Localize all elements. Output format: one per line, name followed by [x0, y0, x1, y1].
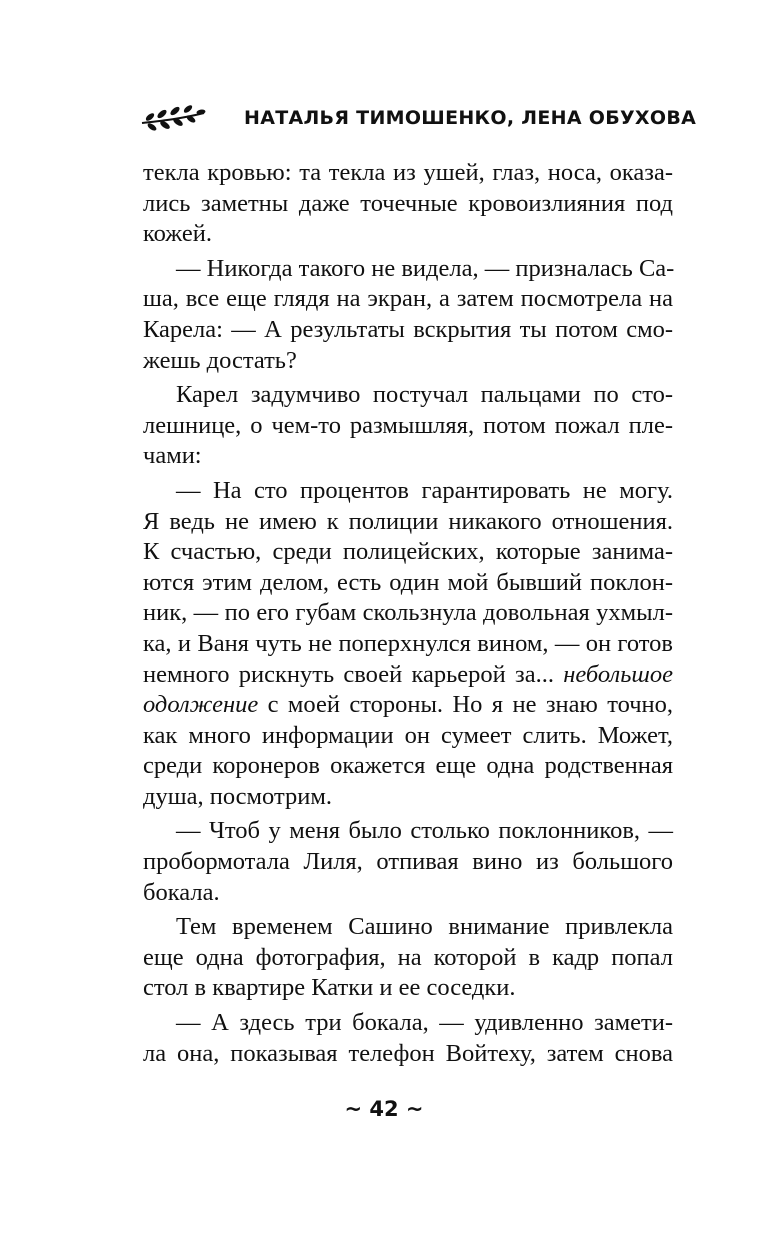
text-line — [143, 158, 673, 189]
running-title: НАТАЛЬЯ ТИМОШЕНКО, ЛЕНА ОБУХОВА — [244, 107, 697, 129]
paragraph — [143, 254, 673, 376]
text-line — [143, 537, 673, 568]
text-run: бокала. — [143, 878, 220, 906]
page-number: ~ 42 ~ — [344, 1097, 424, 1121]
text-run: — Чтоб у меня было столько поклонников, — — [176, 817, 673, 845]
text-run: текла кровью: та текла из ушей, глаз, носа, оказа- — [143, 159, 673, 186]
text-run: чами: — [143, 442, 202, 470]
text-line — [143, 568, 673, 599]
text-run: ша, все еще глядя на экран, а затем посмотрела на — [143, 285, 673, 313]
text-line — [143, 847, 673, 878]
text-run: — На сто процентов гарантировать не могу. — [176, 476, 673, 504]
text-run: ла она, показывая телефон Войтеху, затем снова — [143, 1039, 673, 1067]
text-line — [143, 943, 673, 974]
text-run: — Никогда такого не видела, — призналась Са- — [176, 254, 675, 282]
paragraph — [143, 380, 673, 472]
text-line — [143, 346, 673, 377]
text-run: ются этим делом, есть один мой бывший поклон- — [143, 568, 673, 596]
running-header — [140, 100, 697, 136]
text-line — [143, 441, 673, 472]
text-line — [143, 507, 673, 538]
text-run: ка, и Ваня чуть не поперхнулся вином, — он готов — [143, 629, 673, 657]
body-text — [143, 158, 673, 1069]
text-run: Тем временем Сашино внимание привлекла — [176, 913, 673, 941]
text-line — [143, 411, 673, 442]
text-run: с моей стороны. Но я не знаю точно, — [258, 691, 673, 719]
text-run: ник, — по его губам скользнула довольная ухмыл- — [143, 599, 673, 627]
text-line — [143, 816, 673, 847]
text-line — [143, 973, 673, 1004]
paragraph — [143, 158, 673, 250]
text-line — [143, 782, 673, 813]
text-run: пробормотала Лиля, отпивая вино из большого — [143, 848, 673, 876]
text-line — [143, 629, 673, 660]
text-line — [143, 878, 673, 909]
text-run: душа, посмотрим. — [143, 782, 332, 810]
text-line — [143, 254, 673, 285]
text-line — [143, 284, 673, 315]
text-line — [143, 1039, 673, 1070]
text-run: как много информации он сумеет слить. Может, — [143, 721, 673, 749]
text-run: стол в квартире Катки и ее соседки. — [143, 974, 516, 1002]
text-line — [143, 380, 673, 411]
text-line — [143, 690, 673, 721]
text-line — [143, 189, 673, 220]
text-run: жешь достать? — [143, 346, 297, 374]
emphasis-text: небольшое — [563, 660, 673, 688]
text-line — [143, 598, 673, 629]
leaf-branch-icon — [140, 103, 206, 133]
text-run: Я ведь не имею к полиции никакого отношения. — [143, 507, 673, 535]
text-run: немного рискнуть своей карьерой за... — [143, 660, 564, 688]
paragraph — [143, 1008, 673, 1069]
emphasis-text: одолжение — [143, 691, 259, 719]
text-line — [143, 721, 673, 752]
text-line — [143, 751, 673, 782]
text-line — [143, 315, 673, 346]
paragraph — [143, 476, 673, 813]
text-run: среди коронеров окажется еще одна родственная — [143, 752, 673, 780]
text-line — [143, 912, 673, 943]
text-run: — А здесь три бокала, — удивленно замети- — [176, 1009, 673, 1037]
text-run: лись заметны даже точечные кровоизлияния под — [143, 189, 673, 217]
text-line — [143, 476, 673, 507]
text-line — [143, 660, 673, 691]
text-run: лешнице, о чем-то размышляя, потом пожал пле- — [143, 411, 673, 439]
text-line — [143, 1008, 673, 1039]
text-run: Карел задумчиво постучал пальцами по сто- — [176, 381, 673, 409]
text-run: кожей. — [143, 220, 213, 248]
paragraph — [143, 816, 673, 908]
paragraph — [143, 912, 673, 1004]
text-run: К счастью, среди полицейских, которые занима- — [143, 538, 673, 566]
text-run: Карела: — А результаты вскрытия ты потом смо- — [143, 315, 673, 343]
text-line — [143, 219, 673, 250]
text-run: еще одна фотография, на которой в кадр попал — [143, 943, 673, 971]
